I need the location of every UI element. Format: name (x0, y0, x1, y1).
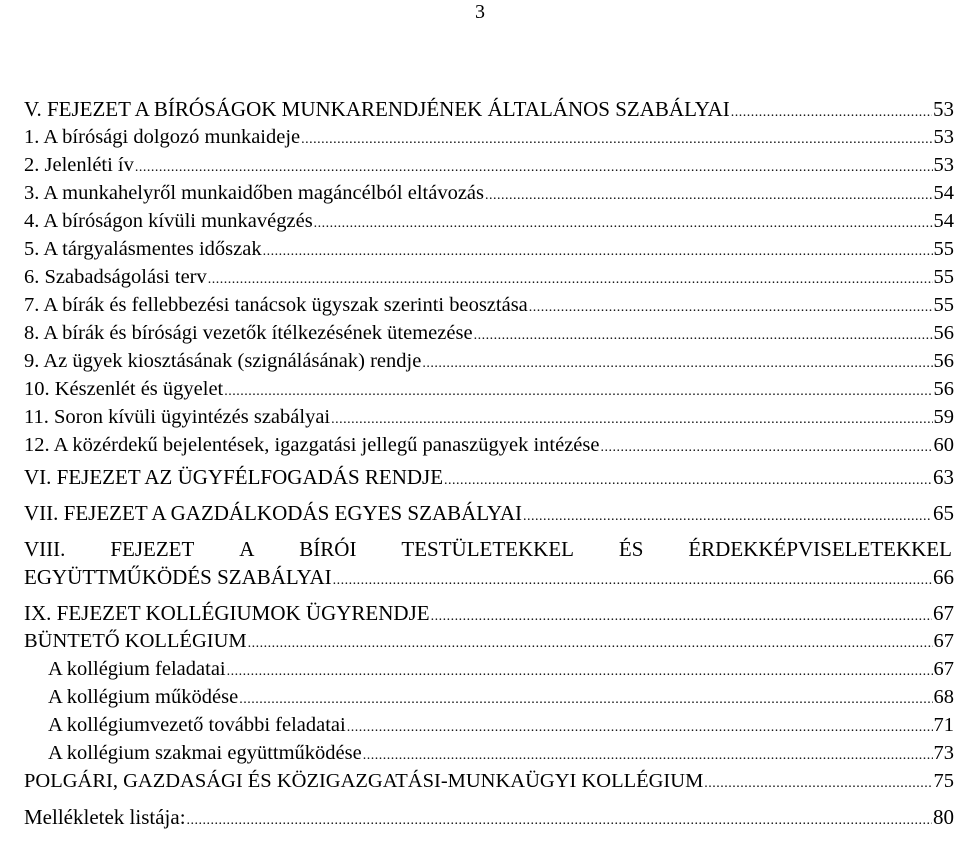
toc-entry-label: 5. A tárgyalásmentes időszak (24, 238, 262, 260)
toc-entry-label: 1. A bírósági dolgozó munkaideje (24, 126, 301, 148)
toc-entry-label: 4. A bíróságon kívüli munkavégzés (24, 210, 313, 232)
dot-leader (263, 238, 933, 266)
toc-entry-page: 60 (933, 434, 954, 456)
dot-leader (135, 154, 933, 182)
toc-entry-label: POLGÁRI, GAZDASÁGI ÉS KÖZIGAZGATÁSI-MUNKAÜGYI KOLLÉGIUM (24, 770, 704, 792)
toc-entry-page: 54 (933, 210, 954, 232)
toc-entry-label: 2. Jelenléti ív (24, 154, 134, 176)
toc-entry[interactable] (24, 319, 954, 347)
toc-entry-label: EGYÜTTMŰKÖDÉS SZABÁLYAI (24, 565, 332, 589)
toc-word: ÉS (618, 537, 644, 561)
toc-entry-page: 55 (933, 238, 954, 260)
toc-entry-page: 53 (933, 154, 954, 176)
toc-entry-label: 3. A munkahelyről munkaidőben magáncélból eltávozás (24, 182, 484, 204)
toc-entry-page: 67 (933, 601, 954, 625)
toc-entry-label: VII. FEJEZET A GAZDÁLKODÁS EGYES SZABÁLYAI (24, 501, 523, 525)
toc-entry-page: 65 (933, 501, 954, 525)
toc-entry-page: 63 (933, 465, 954, 489)
toc-entry-chapter-vii[interactable] (24, 499, 954, 527)
toc-entry[interactable] (24, 263, 954, 291)
toc-entry[interactable] (24, 179, 954, 207)
toc-entry-page: 56 (933, 350, 954, 372)
toc-entry[interactable] (24, 347, 954, 375)
toc-entry-page: 80 (933, 805, 954, 829)
toc-entry-polgari-kollegium[interactable] (24, 767, 954, 795)
toc-entry-page: 56 (933, 378, 954, 400)
toc-entry[interactable] (24, 151, 954, 179)
dot-leader (301, 126, 932, 154)
dot-leader (523, 503, 932, 531)
toc-entry[interactable] (24, 123, 954, 151)
toc-entry[interactable] (24, 739, 954, 767)
dot-leader (224, 378, 932, 406)
toc-entry-bunteto-kollegium[interactable] (24, 627, 954, 655)
toc-entry-label: A kollégiumvezető további feladatai (48, 714, 346, 736)
toc-entry[interactable] (24, 711, 954, 739)
toc-entry-page: 66 (933, 565, 954, 589)
toc-entry[interactable] (24, 235, 954, 263)
toc-entry-mellekletek[interactable] (24, 803, 954, 831)
toc-entry-page: 67 (933, 658, 954, 680)
toc-entry-label: V. FEJEZET A BÍRÓSÁGOK MUNKARENDJÉNEK ÁLTALÁNOS SZABÁLYAI (24, 97, 730, 121)
toc-entry-page: 75 (933, 770, 954, 792)
toc-entry[interactable] (24, 683, 954, 711)
toc-entry-label: Mellékletek listája: (24, 805, 186, 829)
toc-entry-chapter-ix[interactable] (24, 599, 954, 627)
dot-leader (363, 742, 933, 770)
toc-entry-label: A kollégium szakmai együttműködése (48, 742, 362, 764)
toc-entry-page: 67 (933, 630, 954, 652)
toc-entry-page: 56 (933, 322, 954, 344)
toc-entry-label: A kollégium működése (48, 686, 239, 708)
toc-entry[interactable] (24, 207, 954, 235)
dot-leader (314, 210, 933, 238)
toc-word: ÉRDEKKÉPVISELETEKKEL (688, 537, 952, 561)
toc-entry-page: 59 (933, 406, 954, 428)
dot-leader (704, 770, 932, 798)
dot-leader (227, 658, 933, 686)
toc-entry-chapter-vi[interactable] (24, 463, 954, 491)
dot-leader (485, 182, 933, 210)
toc-entry[interactable] (24, 431, 954, 459)
toc-entry-page: 55 (933, 294, 954, 316)
toc-entry-label: 12. A közérdekű bejelentések, igazgatási jellegű panaszügyek intézése (24, 434, 600, 456)
dot-leader (474, 322, 933, 350)
dot-leader (529, 294, 933, 322)
toc-entry-label: 11. Soron kívüli ügyintézés szabályai (24, 406, 331, 428)
toc-entry-page: 53 (933, 97, 954, 121)
toc-entry-page: 73 (933, 742, 954, 764)
toc-word: BÍRÓI (299, 537, 357, 561)
dot-leader (347, 714, 933, 742)
dot-leader (731, 99, 932, 127)
toc-entry[interactable] (24, 403, 954, 431)
dot-leader (431, 603, 932, 631)
toc-entry-label: 7. A bírák és fellebbezési tanácsok ügyszak szerinti beosztása (24, 294, 528, 316)
toc-word: A (239, 537, 255, 561)
table-of-contents (24, 95, 954, 831)
toc-entry-label: IX. FEJEZET KOLLÉGIUMOK ÜGYRENDJE (24, 601, 430, 625)
dot-leader (600, 434, 932, 462)
dot-leader (208, 266, 933, 294)
toc-entry-chapter-v[interactable] (24, 95, 954, 123)
toc-entry-label: 9. Az ügyek kiosztásának (szignálásának) rendje (24, 350, 422, 372)
toc-entry[interactable] (24, 375, 954, 403)
toc-entry[interactable] (24, 291, 954, 319)
dot-leader (187, 807, 932, 835)
toc-entry-page: 54 (933, 182, 954, 204)
dot-leader (239, 686, 932, 714)
toc-entry-page: 68 (933, 686, 954, 708)
toc-entry-page: 71 (933, 714, 954, 736)
toc-entry-label: 10. Készenlét és ügyelet (24, 378, 224, 400)
toc-entry[interactable] (24, 655, 954, 683)
toc-entry-label: VI. FEJEZET AZ ÜGYFÉLFOGADÁS RENDJE (24, 465, 444, 489)
toc-entry-page: 55 (933, 266, 954, 288)
toc-entry-label: A kollégium feladatai (48, 658, 226, 680)
dot-leader (248, 630, 933, 658)
dot-leader (331, 406, 932, 434)
toc-entry-page: 53 (933, 126, 954, 148)
toc-entry-label: BÜNTETŐ KOLLÉGIUM (24, 630, 247, 652)
dot-leader (422, 350, 932, 378)
dot-leader (333, 567, 932, 595)
toc-entry-chapter-viii-line1[interactable] (24, 535, 954, 563)
toc-word: FEJEZET (110, 537, 195, 561)
toc-entry-chapter-viii-line2[interactable] (24, 563, 954, 591)
toc-word: TESTÜLETEKKEL (401, 537, 574, 561)
toc-entry-label: 8. A bírák és bírósági vezetők ítélkezésének ütemezése (24, 322, 473, 344)
toc-word: VIII. (24, 537, 66, 561)
toc-entry-label: 6. Szabadságolási terv (24, 266, 207, 288)
dot-leader (444, 467, 932, 495)
page-number: 3 (475, 1, 485, 23)
